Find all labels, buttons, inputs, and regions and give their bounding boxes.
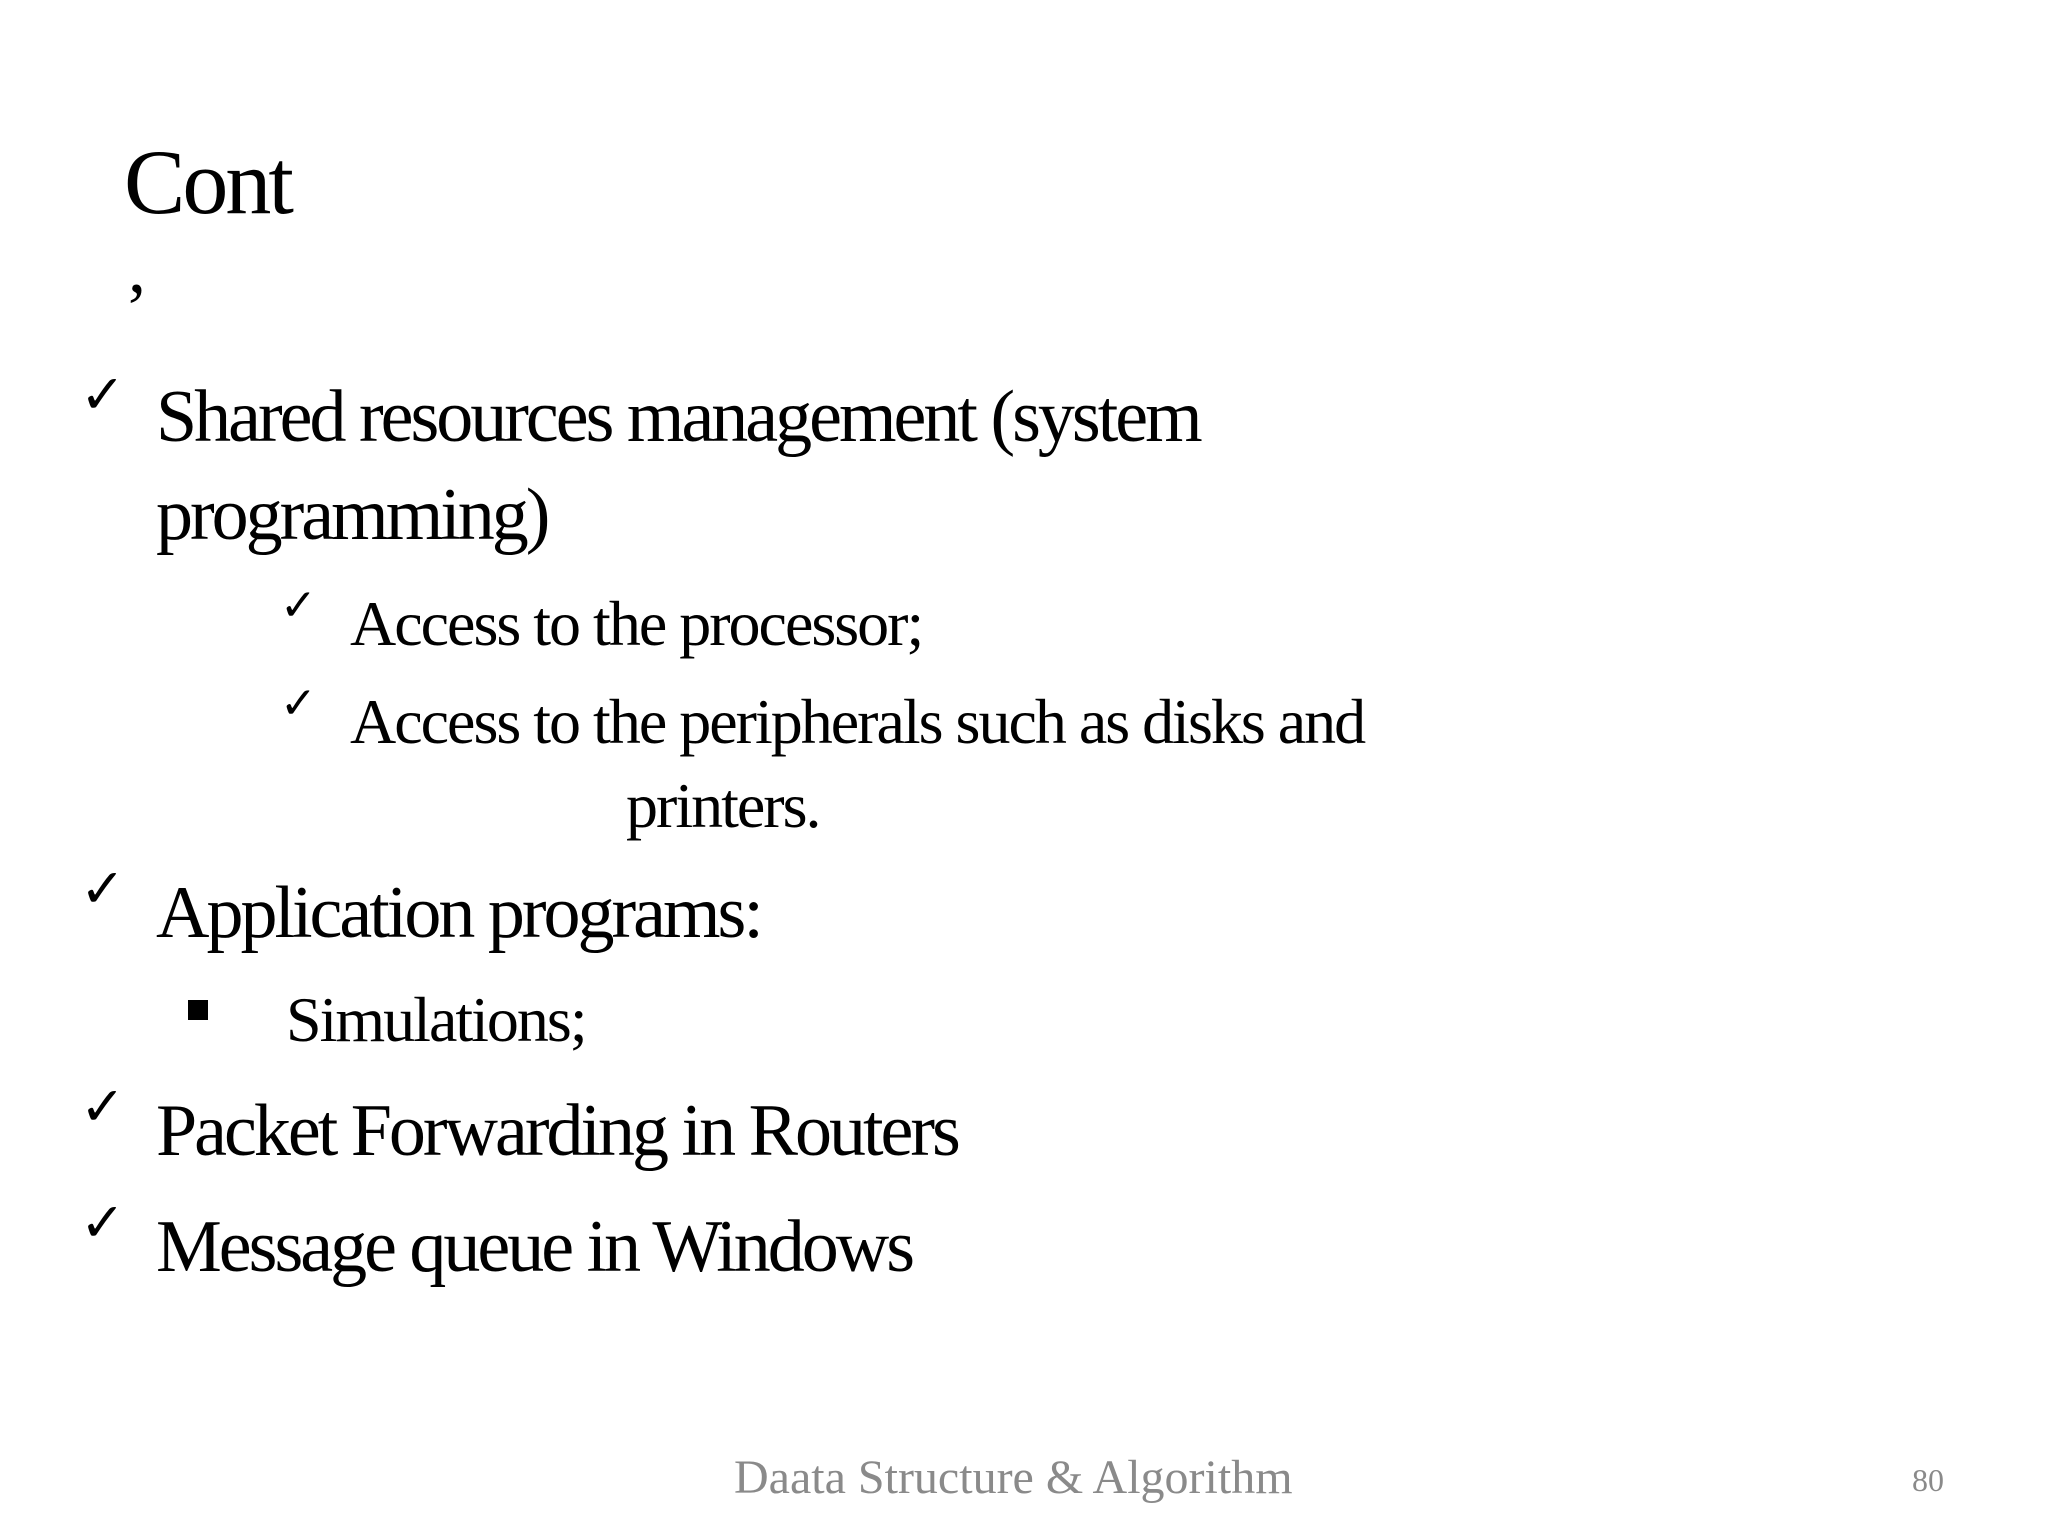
bullet-text-message-queue: Message queue in Windows	[156, 1206, 913, 1288]
square-bullet-icon	[188, 1000, 208, 1020]
sub-bullet-text-peripherals-cont: printers.	[626, 770, 820, 841]
sub-bullet-text-peripherals: Access to the peripherals such as disks and	[350, 686, 1365, 757]
slide-title: Cont	[124, 131, 291, 233]
bullet-text-shared-resources: Shared resources management (system	[156, 376, 1200, 458]
sub-bullet-text-processor: Access to the processor;	[350, 588, 923, 659]
slide-title-punctuation: ,	[128, 228, 146, 308]
checkmark-icon: ✓	[80, 1075, 126, 1138]
sub-bullet-text-simulations: Simulations;	[286, 984, 586, 1055]
checkmark-icon: ✓	[80, 857, 126, 920]
slide-footer: Daata Structure & Algorithm	[734, 1451, 1293, 1504]
bullet-text-shared-resources-cont: programming)	[156, 474, 548, 556]
bullet-text-application-programs: Application programs:	[156, 872, 761, 954]
checkmark-icon: ✓	[280, 678, 317, 729]
bullet-text-packet-forwarding: Packet Forwarding in Routers	[156, 1090, 958, 1172]
checkmark-icon: ✓	[80, 363, 126, 426]
checkmark-icon: ✓	[80, 1191, 126, 1254]
page-number: 80	[1912, 1462, 1944, 1498]
checkmark-icon: ✓	[280, 580, 317, 631]
